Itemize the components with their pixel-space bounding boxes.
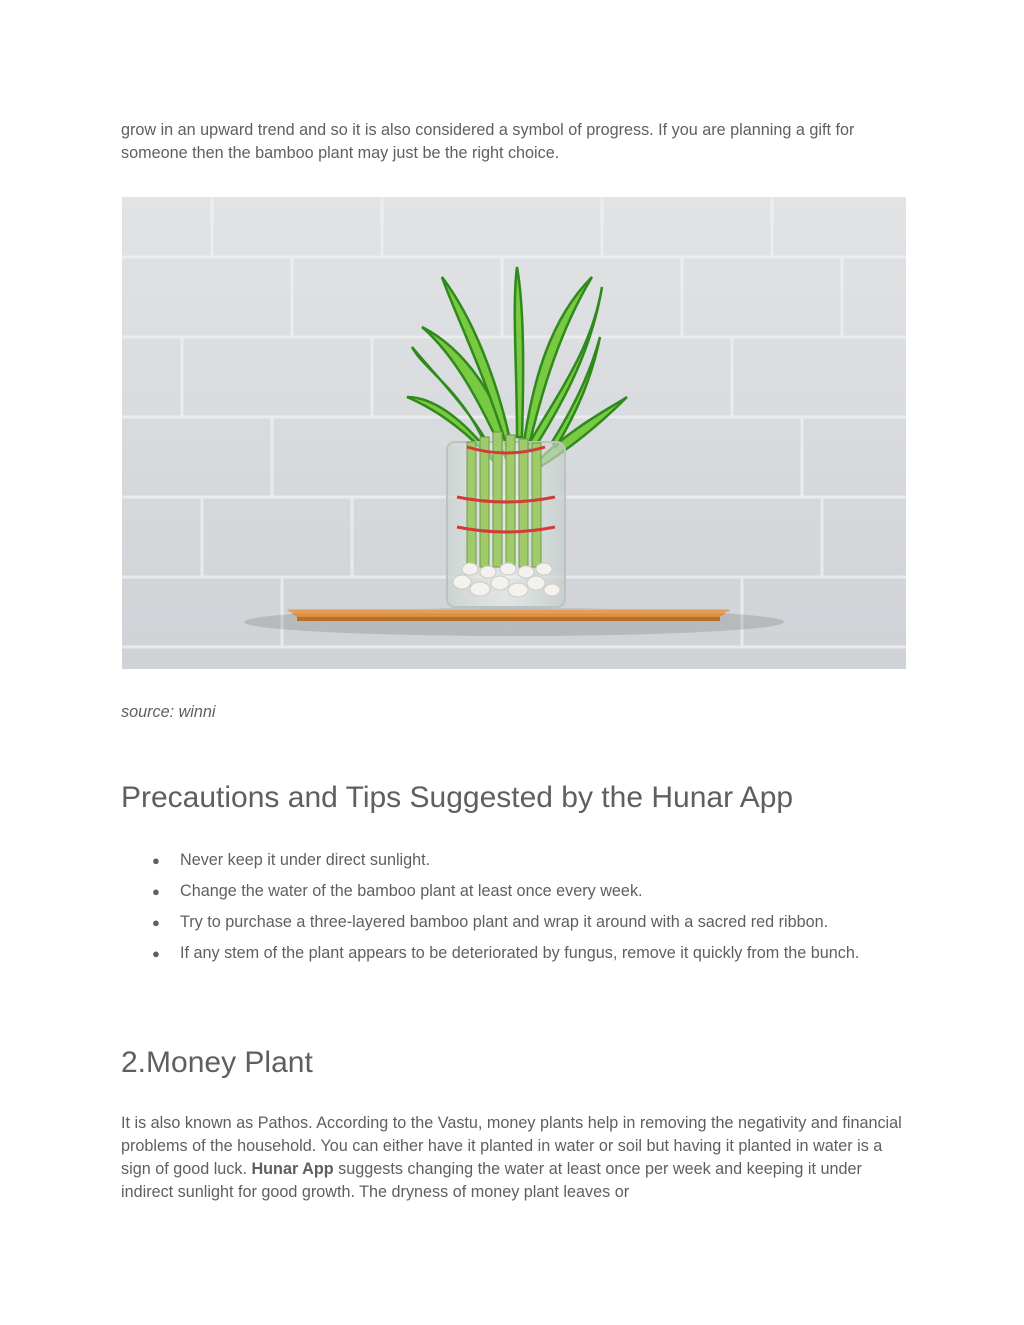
bullet-icon: ● xyxy=(152,853,160,868)
money-plant-paragraph xyxy=(121,1112,911,1204)
list-item xyxy=(121,911,901,934)
money-plant-text-part2: suggests changing the water at least once per week and keeping it under indirect sunlight for good growth. The dryness of money plant leaves or xyxy=(121,1160,862,1201)
precautions-list xyxy=(121,849,901,973)
precautions-heading: Precautions and Tips Suggested by the Hunar App xyxy=(121,781,794,814)
bullet-icon: ● xyxy=(152,915,160,930)
bamboo-plant-image xyxy=(122,197,906,669)
list-item xyxy=(121,849,901,872)
list-item xyxy=(121,942,901,965)
list-item-text: If any stem of the plant appears to be deteriorated by fungus, remove it quickly from the bunch. xyxy=(180,944,860,962)
intro-paragraph: grow in an upward trend and so it is also considered a symbol of progress. If you are planning a gift for someone then the bamboo plant may just be the right choice. xyxy=(121,121,855,162)
money-plant-heading: 2.Money Plant xyxy=(121,1046,313,1079)
list-item-text: Never keep it under direct sunlight. xyxy=(180,851,431,869)
list-item-text: Change the water of the bamboo plant at least once every week. xyxy=(180,882,643,900)
money-plant-text-part1: It is also known as Pathos. According to the Vastu, money plants help in removing the negativity and financial problems of the household. You can either have it planted in water or soil but having it planted in water is a sign of good luck. xyxy=(121,1114,902,1178)
list-item-text: Try to purchase a three-layered bamboo plant and wrap it around with a sacred red ribbon. xyxy=(180,913,829,931)
bullet-icon: ● xyxy=(152,946,160,961)
image-caption: source: winni xyxy=(121,703,216,721)
hunar-app-bold: Hunar App xyxy=(251,1160,334,1178)
list-item xyxy=(121,880,901,903)
bullet-icon: ● xyxy=(152,884,160,899)
